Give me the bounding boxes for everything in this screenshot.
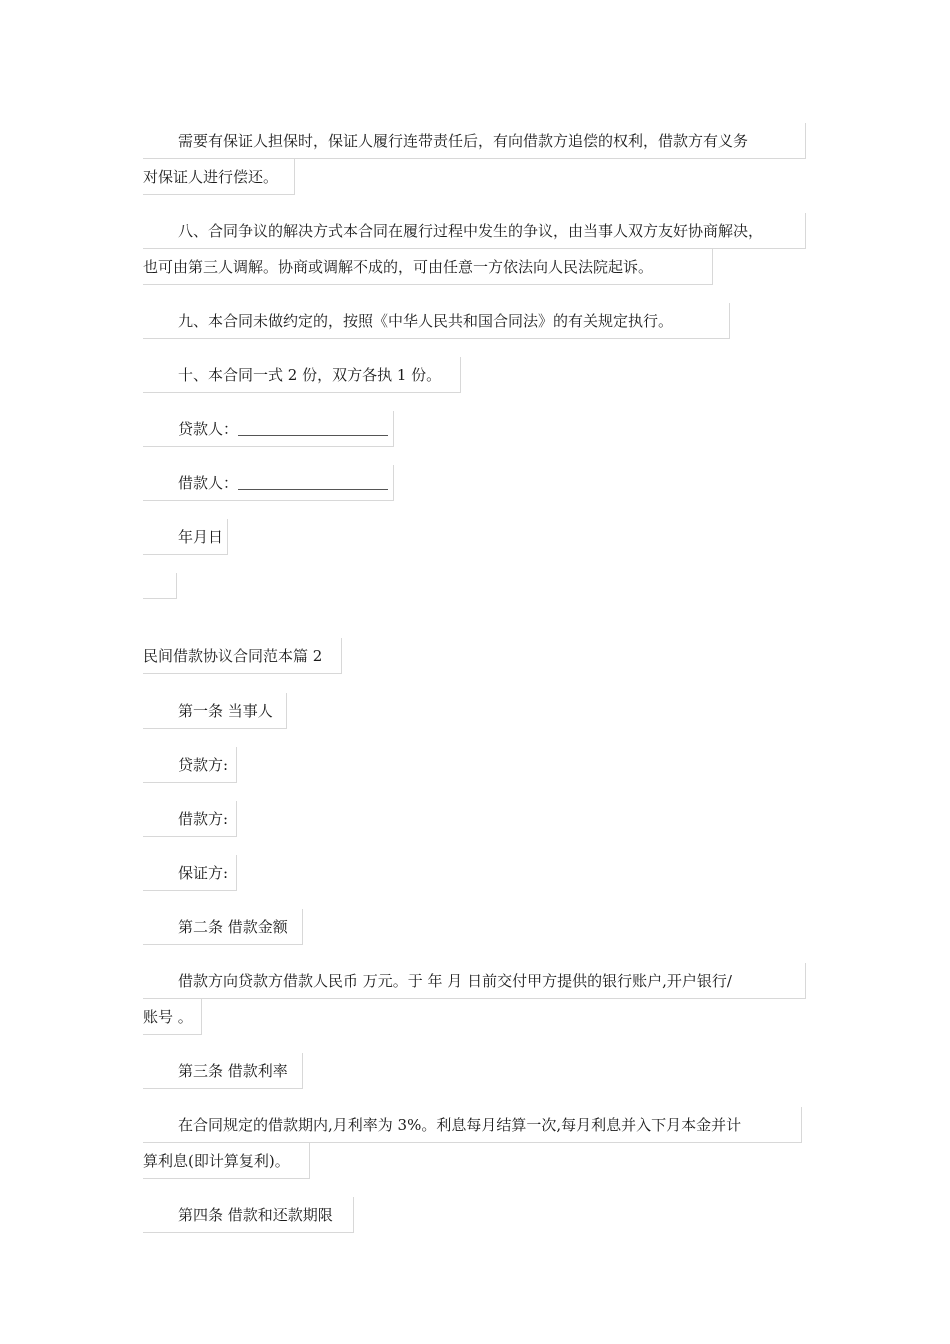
paragraph-loan-amount: [143, 963, 806, 1035]
heading-text: 民间借款协议合同范本篇 2: [143, 638, 342, 674]
guarantor-party: [143, 855, 237, 891]
article-two-title: [143, 909, 303, 945]
text-line: 算利息(即计算复利)。: [143, 1143, 310, 1179]
lender-label: 贷款人：: [178, 420, 239, 438]
article-four-title: [143, 1197, 354, 1233]
paragraph-guarantor-recourse: [143, 123, 806, 195]
lender-party: [143, 747, 237, 783]
text-line: 第二条 借款金额: [143, 909, 303, 945]
lender-blank: [238, 417, 388, 436]
borrower-signature-line: [143, 465, 394, 501]
borrower-blank: [238, 471, 388, 490]
text-line: 九、本合同未做约定的，按照《中华人民共和国合同法》的有关规定执行。: [143, 303, 730, 339]
signature-row: [143, 411, 394, 447]
text-line: 借款方向贷款方借款人民币 万元。于 年 月 日前交付甲方提供的银行账户,开户银行/: [143, 963, 806, 999]
text-line: 需要有保证人担保时，保证人履行连带责任后，有向借款方追偿的权利，借款方有义务: [143, 123, 806, 159]
text-line: 第四条 借款和还款期限: [143, 1197, 354, 1233]
paragraph-clause-ten: [143, 357, 461, 393]
paragraph-interest-rate: [143, 1107, 802, 1179]
text-line: 对保证人进行偿还。: [143, 159, 295, 195]
lender-signature-line: [143, 411, 394, 447]
borrower-party: [143, 801, 237, 837]
paragraph-clause-nine: [143, 303, 730, 339]
article-three-title: [143, 1053, 303, 1089]
text-line: 保证方:: [143, 855, 237, 891]
empty-box: [143, 573, 177, 599]
text-line: 八、合同争议的解决方式本合同在履行过程中发生的争议，由当事人双方友好协商解决，: [143, 213, 806, 249]
text-line: 第一条 当事人: [143, 693, 287, 729]
signature-row: [143, 465, 394, 501]
text-line: 十、本合同一式 2 份，双方各执 1 份。: [143, 357, 461, 393]
text-line: 贷款方:: [143, 747, 237, 783]
text-line: 账号 。: [143, 999, 202, 1035]
paragraph-dispute-resolution: [143, 213, 806, 285]
section-heading: [143, 638, 342, 674]
text-line: 也可由第三人调解。协商或调解不成的，可由任意一方依法向人民法院起诉。: [143, 249, 713, 285]
text-line: 借款方:: [143, 801, 237, 837]
text-line: 在合同规定的借款期内,月利率为 3%。利息每月结算一次,每月利息并入下月本金并计: [143, 1107, 802, 1143]
text-line: 第三条 借款利率: [143, 1053, 303, 1089]
text-line: 年月日: [143, 519, 228, 555]
borrower-label: 借款人：: [178, 474, 239, 492]
article-one-title: [143, 693, 287, 729]
date-line: [143, 519, 228, 555]
